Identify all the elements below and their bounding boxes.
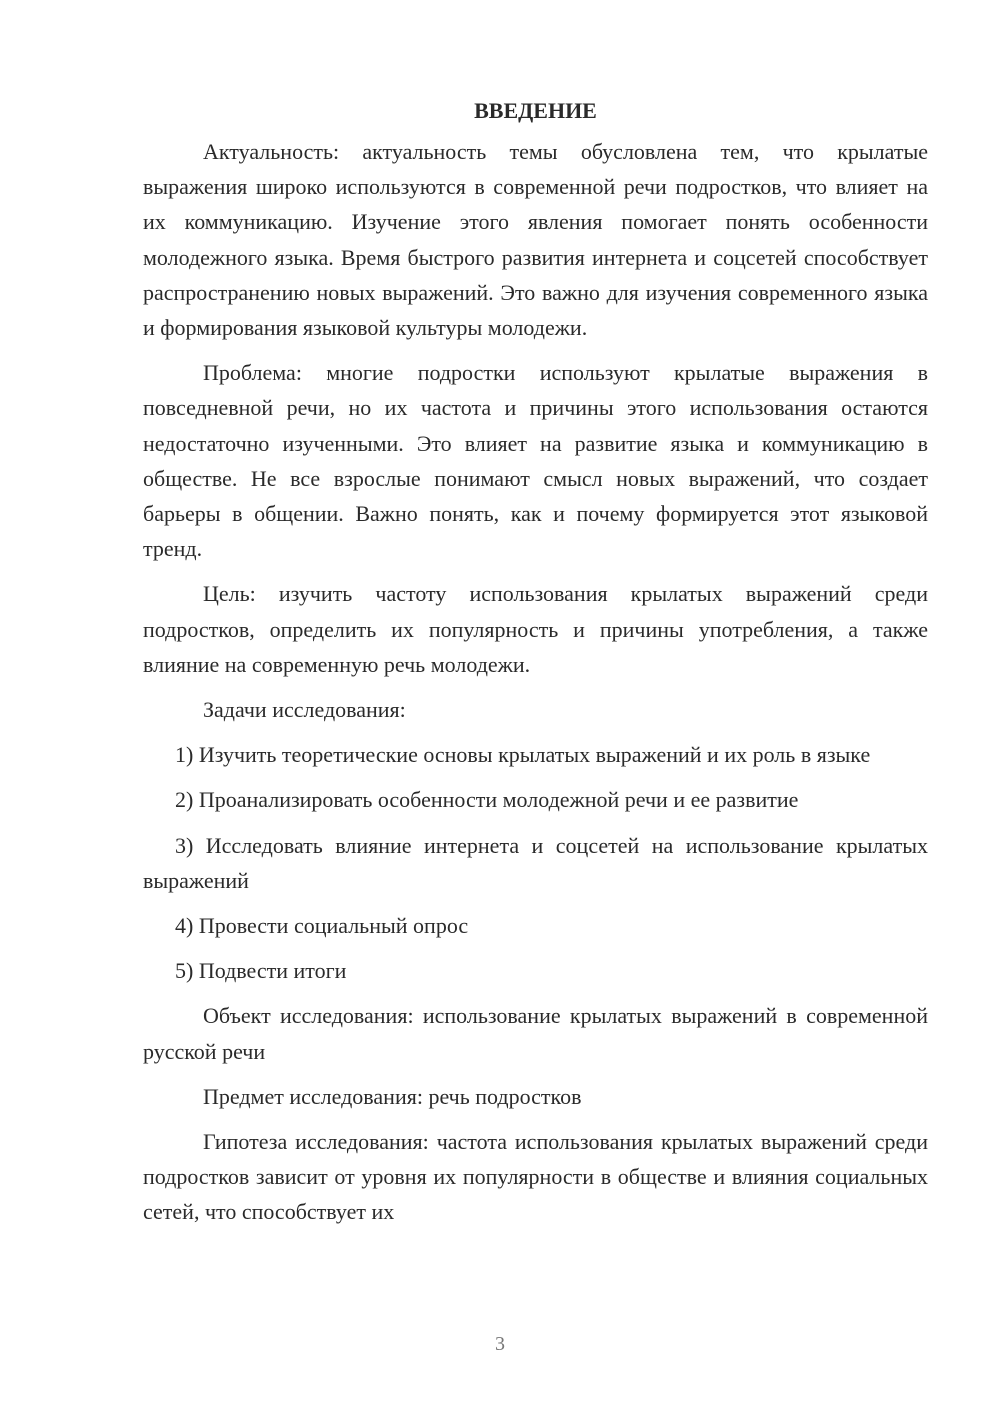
problem-paragraph: Проблема: многие подростки используют крылатые выражения в повседневной речи, но их частота и причины этого использования остаются недостаточно изученными. Это влияет на развитие языка и коммуникацию в обществе. Не все взрослые понимают смысл новых выражений, что создает барьеры в общении. Важно понять, как и почему формируется этот языковой тренд.: [143, 360, 928, 562]
object-paragraph: Объект исследования: использование крылатых выражений в современной русской речи: [143, 1003, 928, 1064]
relevance-paragraph: Актуальность: актуальность темы обусловлена тем, что крылатые выражения широко используются в современной речи подростков, что влияет на их коммуникацию. Изучение этого явления помогает понять особенности молодежного языка. Время быстрого развития интернета и соцсетей способствует распространению новых выражений. Это важно для изучения современного языка и формирования языковой культуры молодежи.: [143, 139, 928, 341]
task-item-4: 4) Провести социальный опрос: [175, 913, 469, 939]
tasks-title: Задачи исследования:: [203, 697, 406, 723]
hypothesis-paragraph: Гипотеза исследования: частота использования крылатых выражений среди подростков зависит от уровня их популярности в обществе и влияния социальных сетей, что способствует их: [143, 1129, 928, 1225]
task-item-3: 3) Исследовать влияние интернета и соцсетей на использование крылатых выражений: [143, 832, 928, 893]
task-item-1: 1) Изучить теоретические основы крылатых выражений и их роль в языке: [175, 742, 871, 768]
section-heading: ВВЕДЕНИЕ: [474, 98, 597, 123]
task-item-2: 2) Проанализировать особенности молодежной речи и ее развитие: [175, 787, 799, 813]
page-number: 3: [495, 1333, 505, 1355]
goal-paragraph: Цель: изучить частоту использования крылатых выражений среди подростков, определить их популярность и причины употребления, а также влияние на современную речь молодежи.: [143, 581, 928, 677]
document-body: [143, 96, 928, 1240]
subject-paragraph: Предмет исследования: речь подростков: [203, 1083, 582, 1109]
task-item-5: 5) Подвести итоги: [175, 958, 347, 984]
